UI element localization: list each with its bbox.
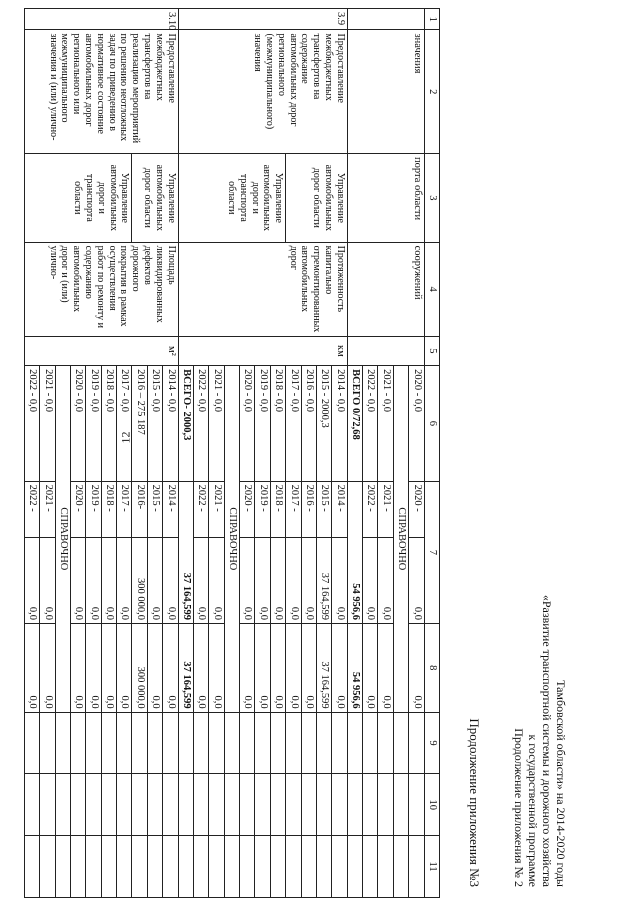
executor: Управление автомобильных дорог и транспорта области [178,154,286,243]
total-cell: ВСЕГО 0/72,68 [347,366,362,481]
cell: 2019 - [255,481,270,537]
cell: 2014 - 0,0 [163,366,178,481]
cell: 2014 - 0,0 [332,366,347,481]
table-row [163,9,178,898]
cell: 0,0 [71,538,86,624]
cell: 0,0 [194,538,209,624]
cell: 0,0 [255,538,270,624]
cell: 0,0 [147,538,162,624]
cell: 2017 - 0,0 [286,366,301,481]
executor: Управление автомобильных дорог области [286,154,348,243]
cell: 2019 - 0,0 [86,366,101,481]
cell: 0,0 [286,623,301,712]
cell: 0,0 [209,623,224,712]
total-cell: ВСЕГО- 2000,3 [178,366,193,481]
cont-c3: порта области [347,154,424,243]
cell: 2016 – 275 187 [132,366,147,481]
reference-label: СПРАВОЧНО [55,366,70,712]
cell: 2015 - [317,481,332,537]
cell: 300 000,0 [132,538,147,624]
measure-description: Предоставление межбюджетных трансфертов на содержание автомобильных дорог регионального (межмуниципального) значения [178,30,347,154]
col-1: 1 [424,9,439,30]
cell: 0,0 [147,623,162,712]
cell: 2017 - 0,0 [117,366,132,481]
cell: 0,0 [286,538,301,624]
header-line-1: Продолжение приложения №3 [467,718,482,887]
cell: 2020 - [409,481,424,537]
cell: 0,0 [363,538,378,624]
cell: 2015 - 0,0 [147,366,162,481]
cell: 0,0 [255,623,270,712]
cell: 0,0 [86,538,101,624]
cell: 0,0 [363,623,378,712]
cell: 0,0 [209,538,224,624]
executor: Управление автомобильных дорог и транспорта области [24,154,132,243]
cell: 2018 - 0,0 [101,366,116,481]
cell: 0,0 [71,623,86,712]
cell: 2017 - [286,481,301,537]
cell: 2022 - [24,481,39,537]
cell: 2021 - [40,481,55,537]
total-cell: 54 956,6 [347,623,362,712]
table-row [332,9,347,898]
cell: 2019 - 0,0 [255,366,270,481]
header-line-3: к государственной программе [526,734,540,887]
col-6: 6 [424,366,439,481]
indicator: Площадь ликвидированных дефектов дорожного покрытия в рамках осуществления работ по ремонту и содержанию автомобильных дорог и (или) улично- [24,242,178,336]
header-line-2: Продолжение приложения № 2 [512,728,526,887]
cell: 2022 - [194,481,209,537]
cell: 0,0 [40,538,55,624]
cell: 0,0 [24,623,39,712]
cont-c2: значения [347,30,424,154]
cell: 0,0 [332,538,347,624]
row-number: 3.9 [178,9,347,30]
col-5: 5 [424,336,439,366]
cell: 2020 - [71,481,86,537]
col-7: 7 [424,481,439,623]
cell: 2021 - 0,0 [209,366,224,481]
cell: 37 164,599 [317,623,332,712]
cell: 0,0 [163,623,178,712]
cell: 0,0 [409,623,424,712]
column-numbers-row [424,9,439,898]
unit: м² [24,336,178,366]
cell: 300 000,0 [132,623,147,712]
cell: 0,0 [86,623,101,712]
cell: 2021 - [209,481,224,537]
indicator: Протяженность капитально отремонтированных автомобильных дорог [178,242,347,336]
total-cell: 54 956,6 [347,481,362,623]
cell: 2020 - 0,0 [71,366,86,481]
cell: 2021 - 0,0 [40,366,55,481]
cell: 0,0 [301,623,316,712]
cell: 0,0 [117,623,132,712]
cell: 37 164,599 [317,538,332,624]
total-cell: 37 164,599 [178,623,193,712]
cell: 2022 - [363,481,378,537]
cell: 0,0 [101,538,116,624]
cell: 2022 - 0,0 [194,366,209,481]
cell: 0,0 [378,623,393,712]
cell: 0,0 [40,623,55,712]
cell: 2020 - [240,481,255,537]
cell: 0,0 [240,623,255,712]
col-8: 8 [424,623,439,712]
cell: 2022 - 0,0 [24,366,39,481]
cell: 0,0 [194,623,209,712]
unit: км [178,336,347,366]
cell: 2016 - [301,481,316,537]
col-11: 11 [424,836,439,898]
cell: 2015 - 2000,3 [317,366,332,481]
cell: 2017 - [117,481,132,537]
cell: 0,0 [332,623,347,712]
col-3: 3 [424,154,439,243]
header-line-5: Тамбовской области» на 2014-2020 годы [554,680,568,887]
measure-description: Предоставление межбюджетных трансфертов на реализацию мероприятий по решению неотложных задач по приведению в нормативное состояние автомобильных дорог регионального или межмуниципального значения и (или) улично- [24,30,178,154]
cell: 0,0 [163,538,178,624]
cell: 0,0 [240,538,255,624]
cell: 2016 - 0,0 [301,366,316,481]
cell: 2020 - 0,0 [409,366,424,481]
executor: Управление автомобильных дорог области [132,154,178,243]
row-number: 3.10 [24,9,178,30]
cell: 2014 - [163,481,178,537]
table-container [27,0,640,905]
table-row [409,9,424,898]
cell: 0,0 [270,538,285,624]
cell: 2021 - 0,0 [378,366,393,481]
cell: 0,0 [301,538,316,624]
cell: 2018 - [101,481,116,537]
reference-label: СПРАВОЧНО [224,366,239,712]
cell: 0,0 [101,623,116,712]
cell: 2014 - [332,481,347,537]
cell: 0,0 [117,538,132,624]
cell: 2022 - 0,0 [363,366,378,481]
col-9: 9 [424,712,439,774]
cell: 0,0 [409,538,424,624]
cell: 2016- [132,481,147,537]
page-number: 12 [118,431,133,444]
cell: 0,0 [24,538,39,624]
total-cell: 37 164,599 [178,481,193,623]
cell: 2021 - [378,481,393,537]
cell: 0,0 [378,538,393,624]
cont-c4: сооружений [347,242,424,336]
col-10: 10 [424,774,439,836]
program-table [24,8,440,898]
cell: 0,0 [270,623,285,712]
cell: 2015 - [147,481,162,537]
cell: 2020 - 0,0 [240,366,255,481]
header-line-4: «Развитие транспортной системы и дорожного хозяйства [540,594,554,887]
col-2: 2 [424,30,439,154]
cell: 2019 - [86,481,101,537]
cell: 2018 - 0,0 [270,366,285,481]
reference-label: СПРАВОЧНО [393,366,408,712]
col-4: 4 [424,242,439,336]
cell: 2018 - [270,481,285,537]
